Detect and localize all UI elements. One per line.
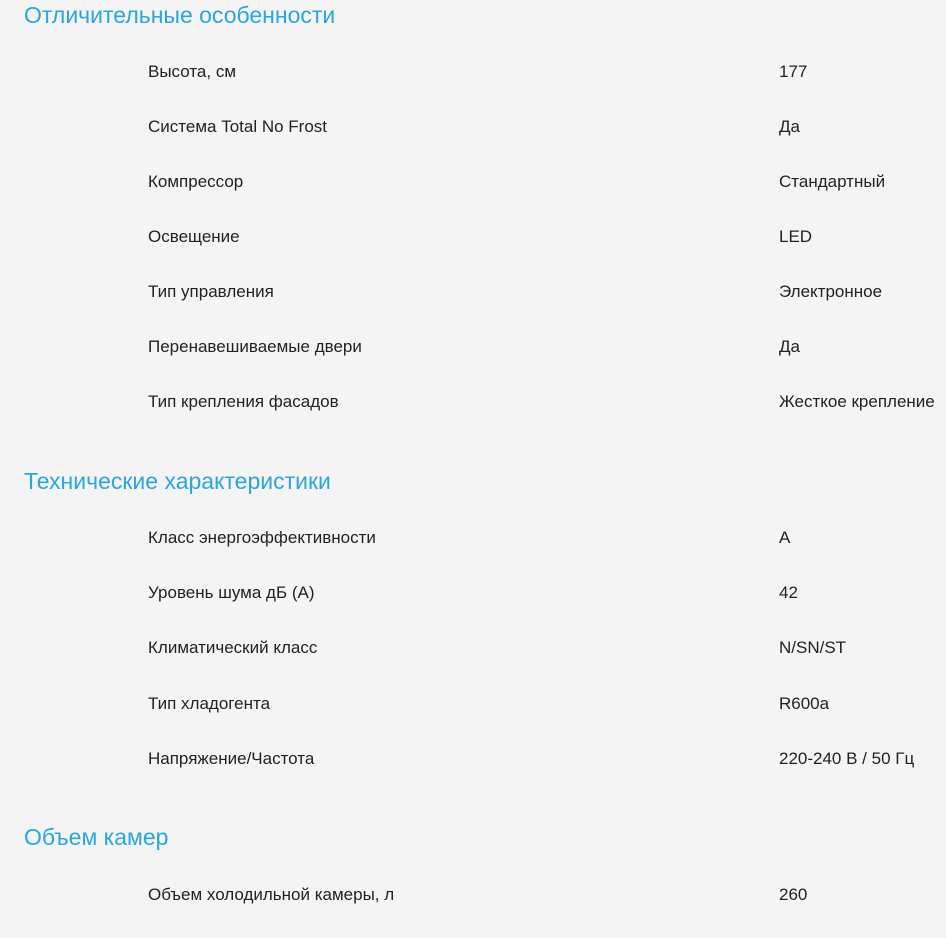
spec-row-refrigerant: [0, 689, 946, 719]
spec-row-energy-class: [0, 523, 946, 553]
spec-value: 177: [779, 62, 808, 81]
spec-value: Стандартный: [779, 172, 886, 191]
spec-value: N/SN/ST: [779, 638, 847, 657]
spec-label: Освещение: [148, 227, 240, 246]
spec-label: Объем холодильной камеры, л: [148, 885, 395, 904]
spec-label: Тип управления: [148, 282, 274, 301]
spec-value: Электронное: [779, 282, 883, 301]
spec-label: Система Total No Frost: [148, 117, 327, 136]
spec-row-voltage: [0, 744, 946, 774]
spec-label: Перенавешиваемые двери: [148, 337, 362, 356]
spec-label: Компрессор: [148, 172, 244, 191]
spec-row-control-type: [0, 277, 946, 307]
section-title-features: Отличительные особенности: [24, 2, 336, 28]
section-title-technical: Технические характеристики: [24, 468, 331, 494]
spec-row-height: [0, 57, 946, 87]
spec-value: Да: [779, 117, 800, 136]
spec-row-climate-class: [0, 633, 946, 663]
spec-row-fridge-volume: [0, 880, 946, 910]
spec-row-noise-level: [0, 578, 946, 608]
spec-label: Тип хладогента: [148, 694, 271, 713]
spec-label: Тип крепления фасадов: [148, 392, 339, 411]
section-title-volumes: Объем камер: [24, 824, 169, 850]
spec-value: 260: [779, 885, 808, 904]
spec-label: Уровень шума дБ (А): [148, 583, 315, 602]
spec-value: Да: [779, 337, 800, 356]
spec-row-no-frost: [0, 112, 946, 142]
spec-row-lighting: [0, 222, 946, 252]
spec-value: A: [779, 528, 791, 547]
spec-label: Высота, см: [148, 62, 237, 81]
spec-value: 220-240 В / 50 Гц: [779, 749, 915, 768]
spec-label: Климатический класс: [148, 638, 318, 657]
spec-row-compressor: [0, 167, 946, 197]
spec-row-facade-mount: [0, 387, 946, 417]
spec-value: R600a: [779, 694, 830, 713]
spec-value: LED: [779, 227, 813, 246]
spec-value: 42: [779, 583, 798, 602]
spec-row-reversible-doors: [0, 332, 946, 362]
spec-label: Напряжение/Частота: [148, 749, 315, 768]
spec-label: Класс энергоэффективности: [148, 528, 376, 547]
spec-value: Жесткое крепление: [779, 392, 935, 411]
